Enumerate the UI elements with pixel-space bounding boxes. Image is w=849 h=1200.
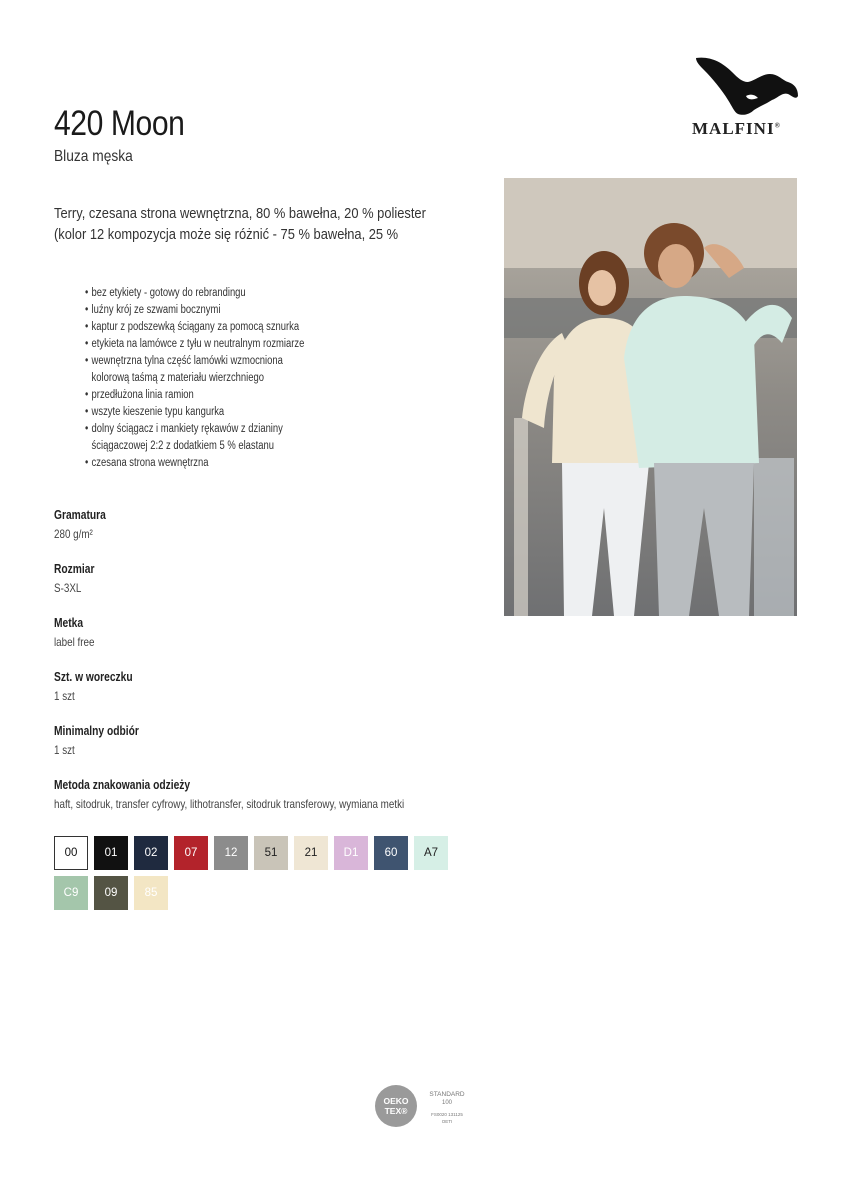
spec-marking-methods (54, 778, 404, 811)
color-swatch[interactable] (254, 836, 288, 870)
feature-item: • kaptur z podszewką ściągany za pomocą sznurka (85, 321, 300, 333)
color-swatch[interactable] (334, 836, 368, 870)
oeko-tex-badge (375, 1085, 475, 1130)
color-swatch[interactable] (214, 836, 248, 870)
color-swatch[interactable] (54, 836, 88, 870)
spec-value: 1 szt (54, 743, 75, 757)
swatch-code: 60 (384, 847, 398, 859)
feature-item: • dolny ściągacz i mankiety rękawów z dzianiny (85, 423, 283, 435)
brand-name: MALFINI® (692, 119, 781, 138)
color-swatch[interactable] (414, 836, 448, 870)
spec-label: Metka (54, 616, 84, 630)
spec-pieces-per-bag (54, 670, 133, 703)
spec-gramatura (54, 508, 106, 541)
oeko-cert: FS0020 131125 (431, 1112, 463, 1117)
feature-item-continuation: kolorową taśmą z materiału wierzchniego (91, 372, 265, 384)
spec-value: 280 g/m² (54, 527, 93, 541)
spec-value: S-3XL (54, 581, 82, 595)
feature-item: • etykieta na lamówce z tyłu w neutralnym rozmiarze (85, 338, 305, 350)
swatch-code: 21 (304, 847, 318, 859)
oeko-number: 100 (441, 1100, 453, 1106)
swatch-code: 07 (184, 847, 198, 859)
oeko-standard: STANDARD (429, 1091, 465, 1098)
swatch-code: D1 (343, 847, 359, 859)
feature-item: • bez etykiety - gotowy do rebrandingu (85, 287, 246, 299)
spec-label: Gramatura (54, 508, 106, 522)
color-swatch[interactable] (134, 876, 168, 910)
spec-label: Rozmiar (54, 562, 95, 576)
oeko-institute: OETI (441, 1119, 453, 1124)
spec-value: label free (54, 635, 95, 649)
swatch-code: 12 (224, 847, 238, 859)
spec-rozmiar (54, 562, 94, 595)
swatch-code: 00 (64, 847, 78, 859)
description-line: Terry, czesana strona wewnętrzna, 80 % bawełna, 20 % poliester (54, 205, 426, 222)
swatch-code: 01 (104, 847, 118, 859)
swatch-code: A7 (423, 847, 439, 859)
oeko-line1: OEKO (383, 1096, 409, 1106)
feature-item: • wszyte kieszenie typu kangurka (85, 406, 225, 418)
feature-item-continuation: ściągaczowej 2:2 z dodatkiem 5 % elastanu (91, 440, 274, 452)
color-swatch[interactable] (94, 876, 128, 910)
description-line: (kolor 12 kompozycja może się różnić - 75 % bawełna, 25 % (54, 226, 399, 243)
color-swatch[interactable] (294, 836, 328, 870)
swatch-code: 85 (144, 887, 158, 899)
product-description (54, 203, 426, 245)
feature-item: • wewnętrzna tylna część lamówki wzmocniona (85, 355, 283, 367)
product-photo (504, 178, 797, 616)
product-subtitle: Bluza męska (54, 148, 133, 165)
feature-item: • przedłużona linia ramion (85, 389, 194, 401)
feature-item: • luźny krój ze szwami bocznymi (85, 304, 221, 316)
color-swatch[interactable] (94, 836, 128, 870)
swatch-code: C9 (63, 887, 79, 899)
spec-label: Minimalny odbiór (54, 724, 139, 738)
swatch-code: 02 (144, 847, 158, 859)
oeko-line2: TEX® (384, 1106, 408, 1116)
swatch-code: 09 (104, 887, 118, 899)
spec-metka (54, 616, 94, 649)
spec-value: haft, sitodruk, transfer cyfrowy, lithotransfer, sitodruk transferowy, wymiana metki (54, 797, 405, 811)
spec-minimum-order (54, 724, 139, 757)
feature-item: • czesana strona wewnętrzna (85, 457, 209, 469)
color-swatch[interactable] (374, 836, 408, 870)
color-swatch[interactable] (54, 876, 88, 910)
spec-label: Szt. w woreczku (54, 670, 133, 684)
color-swatch[interactable] (174, 836, 208, 870)
spec-label: Metoda znakowania odzieży (54, 778, 191, 792)
product-title: 420 Moon (54, 104, 185, 143)
color-swatch[interactable] (134, 836, 168, 870)
spec-value: 1 szt (54, 689, 75, 703)
swatch-code: 51 (264, 847, 278, 859)
feature-list (85, 285, 304, 472)
